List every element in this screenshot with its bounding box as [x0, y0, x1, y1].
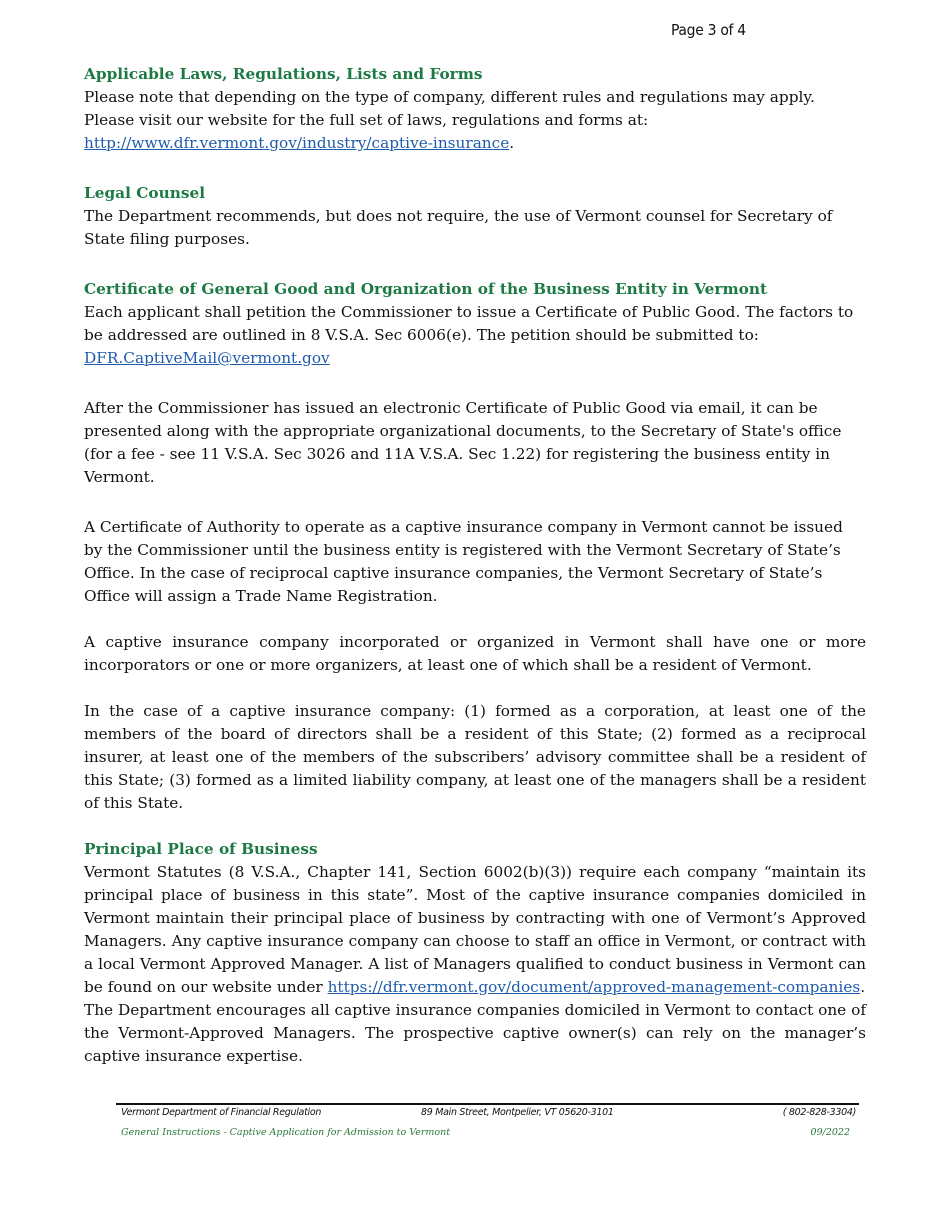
- principal-text: Vermont Statutes (8 V.S.A., Chapter 141, Section 6002(b)(3)) require each company “maintain its principal place of business in this state”. Most of the captive insurance companies domiciled in Vermont maintain their principal place of business by contracting with one of Vermont’s Approved Managers. Any captive insurance company can choose to staff an office in Vermont, or contract with a local Vermont Approved Manager. A list of Managers qualified to conduct business in Vermont can be found on our website under: [84, 863, 866, 996]
- certificate-paragraph-5: In the case of a captive insurance company: (1) formed as a corporation, at least one of the members of the board of directors shall be a resident of this State; (2) formed as a reciprocal insurer, at least one of the members of the subscribers’ advisory committee shall be a resident of this State; (3) formed as a limited liability company, at least one of the managers shall be a resident of this State.: [84, 702, 866, 812]
- section-heading-certificate: Certificate of General Good and Organization of the Business Entity in Vermont: [84, 280, 768, 298]
- section-heading-laws: Applicable Laws, Regulations, Lists and Forms: [84, 65, 483, 83]
- certificate-text: Each applicant shall petition the Commissioner to issue a Certificate of Public Good. The factors to be addressed are outlined in 8 V.S.A. Sec 6006(e). The petition should be submitted to:: [84, 303, 854, 344]
- footer-divider: [116, 1103, 859, 1105]
- captive-insurance-link[interactable]: http://www.dfr.vermont.gov/industry/captive-insurance: [84, 134, 510, 152]
- footer-date: 09/2022: [810, 1127, 850, 1138]
- laws-link-suffix: .: [509, 134, 515, 152]
- footer-address: 89 Main Street, Montpelier, VT 05620-3101: [421, 1107, 614, 1118]
- principal-paragraph: [84, 861, 866, 999]
- principal-link-suffix: .: [860, 978, 866, 996]
- footer-phone: ( 802-828-3304): [782, 1107, 856, 1118]
- page-number: Page 3 of 4: [671, 21, 746, 39]
- certificate-paragraph-2: After the Commissioner has issued an electronic Certificate of Public Good via email, it can be presented along with the appropriate organizational documents, to the Secretary of State's office (for a fee - see 11 V.S.A. Sec 3026 and 11A V.S.A. Sec 1.22) for registering the business entity in Vermont.: [84, 399, 842, 486]
- principal-paragraph-2: The Department encourages all captive insurance companies domiciled in Vermont to contact one of the Vermont-Approved Managers. The prospective captive owner(s) can rely on the manager’s captive insurance expertise.: [84, 1001, 866, 1065]
- captive-mail-link[interactable]: DFR.CaptiveMail@vermont.gov: [84, 349, 330, 367]
- section-heading-counsel: Legal Counsel: [84, 184, 206, 202]
- section-heading-principal: Principal Place of Business: [84, 840, 318, 858]
- certificate-paragraph-4: A captive insurance company incorporated or organized in Vermont shall have one or more incorporators or one or more organizers, at least one of which shall be a resident of Vermont.: [84, 633, 866, 674]
- certificate-paragraph-3: A Certificate of Authority to operate as a captive insurance company in Vermont cannot be issued by the Commissioner until the business entity is registered with the Vermont Secretary of State’s Office. In the case of reciprocal captive insurance companies, the Vermont Secretary of State’s Office will assign a Trade Name Registration.: [84, 518, 843, 605]
- page-content: [84, 63, 866, 1068]
- approved-managers-link[interactable]: https://dfr.vermont.gov/document/approved-management-companies: [327, 978, 861, 996]
- footer-doc-title: General Instructions - Captive Application for Admission to Vermont: [121, 1127, 451, 1138]
- certificate-paragraph: [84, 301, 866, 370]
- laws-paragraph: [84, 86, 866, 155]
- laws-text: Please note that depending on the type of company, different rules and regulations may apply. Please visit our website for the full set of laws, regulations and forms at:: [84, 88, 815, 129]
- counsel-paragraph: The Department recommends, but does not require, the use of Vermont counsel for Secretary of State filing purposes.: [84, 207, 833, 248]
- footer-department: Vermont Department of Financial Regulation: [121, 1107, 322, 1118]
